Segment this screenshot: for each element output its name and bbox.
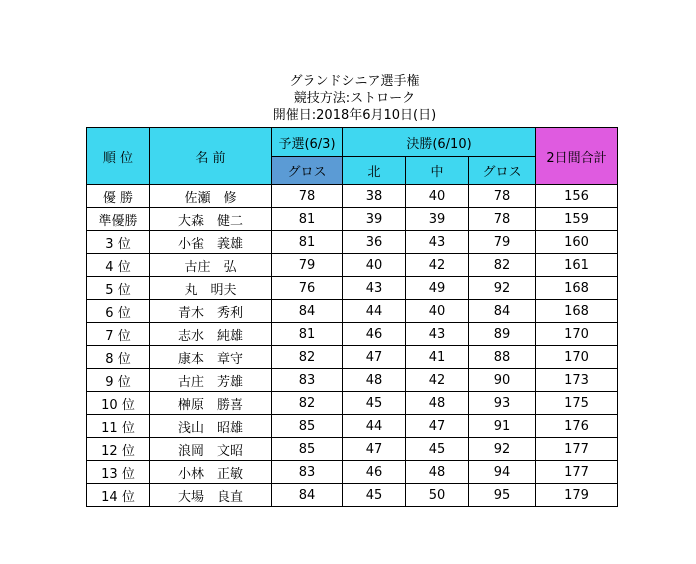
final-middle-cell: 45 [406, 438, 469, 461]
rank-cell: 8 位 [87, 346, 150, 369]
player-name-cell: 佐瀬 修 [150, 185, 272, 208]
rank-cell: 10 位 [87, 392, 150, 415]
prelim-gross-cell: 81 [272, 323, 343, 346]
final-middle-cell: 49 [406, 277, 469, 300]
final-gross-cell: 90 [469, 369, 536, 392]
rank-cell: 12 位 [87, 438, 150, 461]
prelim-gross-cell: 83 [272, 369, 343, 392]
final-north-cell: 48 [343, 369, 406, 392]
prelim-gross-cell: 83 [272, 461, 343, 484]
header-rank: 順 位 [87, 128, 150, 185]
final-middle-cell: 39 [406, 208, 469, 231]
rank-cell: 13 位 [87, 461, 150, 484]
prelim-gross-cell: 76 [272, 277, 343, 300]
prelim-gross-cell: 79 [272, 254, 343, 277]
table-row [87, 185, 618, 208]
total-cell: 160 [536, 231, 618, 254]
player-name-cell: 丸 明夫 [150, 277, 272, 300]
table-row [87, 254, 618, 277]
table-row [87, 208, 618, 231]
player-name-cell: 榊原 勝喜 [150, 392, 272, 415]
player-name-cell: 浅山 昭雄 [150, 415, 272, 438]
total-cell: 156 [536, 185, 618, 208]
total-cell: 161 [536, 254, 618, 277]
prelim-gross-cell: 78 [272, 185, 343, 208]
final-north-cell: 46 [343, 323, 406, 346]
table-row [87, 415, 618, 438]
prelim-gross-cell: 81 [272, 231, 343, 254]
total-cell: 170 [536, 323, 618, 346]
prelim-gross-cell: 84 [272, 484, 343, 507]
final-gross-cell: 78 [469, 185, 536, 208]
competition-method: 競技方法:ストローク [293, 91, 416, 106]
results-table-body [87, 185, 618, 507]
final-middle-cell: 42 [406, 369, 469, 392]
rank-cell: 準優勝 [87, 208, 150, 231]
final-gross-cell: 91 [469, 415, 536, 438]
table-row [87, 277, 618, 300]
final-north-cell: 44 [343, 415, 406, 438]
total-cell: 173 [536, 369, 618, 392]
final-middle-cell: 40 [406, 185, 469, 208]
results-table-header [87, 128, 618, 185]
final-north-cell: 46 [343, 461, 406, 484]
final-gross-cell: 89 [469, 323, 536, 346]
prelim-gross-cell: 84 [272, 300, 343, 323]
total-cell: 179 [536, 484, 618, 507]
final-north-cell: 44 [343, 300, 406, 323]
final-north-cell: 39 [343, 208, 406, 231]
table-row [87, 484, 618, 507]
results-table [86, 127, 618, 507]
prelim-gross-cell: 82 [272, 346, 343, 369]
player-name-cell: 康本 章守 [150, 346, 272, 369]
document-title-block [86, 73, 623, 124]
prelim-gross-cell: 82 [272, 392, 343, 415]
final-gross-cell: 93 [469, 392, 536, 415]
table-row [87, 392, 618, 415]
rank-cell: 7 位 [87, 323, 150, 346]
final-middle-cell: 48 [406, 461, 469, 484]
table-row [87, 369, 618, 392]
final-gross-cell: 88 [469, 346, 536, 369]
final-gross-cell: 95 [469, 484, 536, 507]
header-final-middle: 中 [406, 157, 469, 185]
final-north-cell: 38 [343, 185, 406, 208]
final-north-cell: 45 [343, 484, 406, 507]
final-north-cell: 36 [343, 231, 406, 254]
total-cell: 177 [536, 461, 618, 484]
player-name-cell: 古庄 芳雄 [150, 369, 272, 392]
rank-cell: 3 位 [87, 231, 150, 254]
header-final-gross: グロス [469, 157, 536, 185]
player-name-cell: 大場 良直 [150, 484, 272, 507]
total-cell: 159 [536, 208, 618, 231]
total-cell: 170 [536, 346, 618, 369]
rank-cell: 14 位 [87, 484, 150, 507]
tournament-title: グランドシニア選手権 [289, 74, 420, 89]
header-total: 2日間合計 [536, 128, 618, 185]
final-middle-cell: 47 [406, 415, 469, 438]
table-row [87, 323, 618, 346]
final-gross-cell: 92 [469, 438, 536, 461]
prelim-gross-cell: 85 [272, 415, 343, 438]
final-gross-cell: 92 [469, 277, 536, 300]
rank-cell: 6 位 [87, 300, 150, 323]
total-cell: 177 [536, 438, 618, 461]
final-gross-cell: 82 [469, 254, 536, 277]
rank-cell: 5 位 [87, 277, 150, 300]
header-final: 決勝(6/10) [343, 128, 536, 157]
final-middle-cell: 43 [406, 231, 469, 254]
table-row [87, 438, 618, 461]
event-date: 開催日:2018年6月10日(日) [272, 108, 437, 123]
final-north-cell: 47 [343, 346, 406, 369]
final-north-cell: 45 [343, 392, 406, 415]
final-middle-cell: 50 [406, 484, 469, 507]
header-prelim: 予選(6/3) [272, 128, 343, 157]
total-cell: 176 [536, 415, 618, 438]
player-name-cell: 志水 純雄 [150, 323, 272, 346]
rank-cell: 4 位 [87, 254, 150, 277]
final-north-cell: 43 [343, 277, 406, 300]
final-north-cell: 40 [343, 254, 406, 277]
table-row [87, 461, 618, 484]
total-cell: 168 [536, 277, 618, 300]
rank-cell: 11 位 [87, 415, 150, 438]
final-middle-cell: 43 [406, 323, 469, 346]
final-middle-cell: 41 [406, 346, 469, 369]
final-middle-cell: 48 [406, 392, 469, 415]
player-name-cell: 青木 秀利 [150, 300, 272, 323]
prelim-gross-cell: 85 [272, 438, 343, 461]
final-north-cell: 47 [343, 438, 406, 461]
header-final-north: 北 [343, 157, 406, 185]
player-name-cell: 小雀 義雄 [150, 231, 272, 254]
final-gross-cell: 94 [469, 461, 536, 484]
final-gross-cell: 84 [469, 300, 536, 323]
table-row [87, 231, 618, 254]
table-row [87, 346, 618, 369]
final-middle-cell: 42 [406, 254, 469, 277]
total-cell: 168 [536, 300, 618, 323]
final-gross-cell: 78 [469, 208, 536, 231]
player-name-cell: 古庄 弘 [150, 254, 272, 277]
rank-cell: 優 勝 [87, 185, 150, 208]
player-name-cell: 小林 正敏 [150, 461, 272, 484]
rank-cell: 9 位 [87, 369, 150, 392]
final-gross-cell: 79 [469, 231, 536, 254]
prelim-gross-cell: 81 [272, 208, 343, 231]
table-row [87, 300, 618, 323]
header-name: 名 前 [150, 128, 272, 185]
player-name-cell: 浪岡 文昭 [150, 438, 272, 461]
player-name-cell: 大森 健二 [150, 208, 272, 231]
final-middle-cell: 40 [406, 300, 469, 323]
total-cell: 175 [536, 392, 618, 415]
header-prelim-gross: グロス [272, 157, 343, 185]
